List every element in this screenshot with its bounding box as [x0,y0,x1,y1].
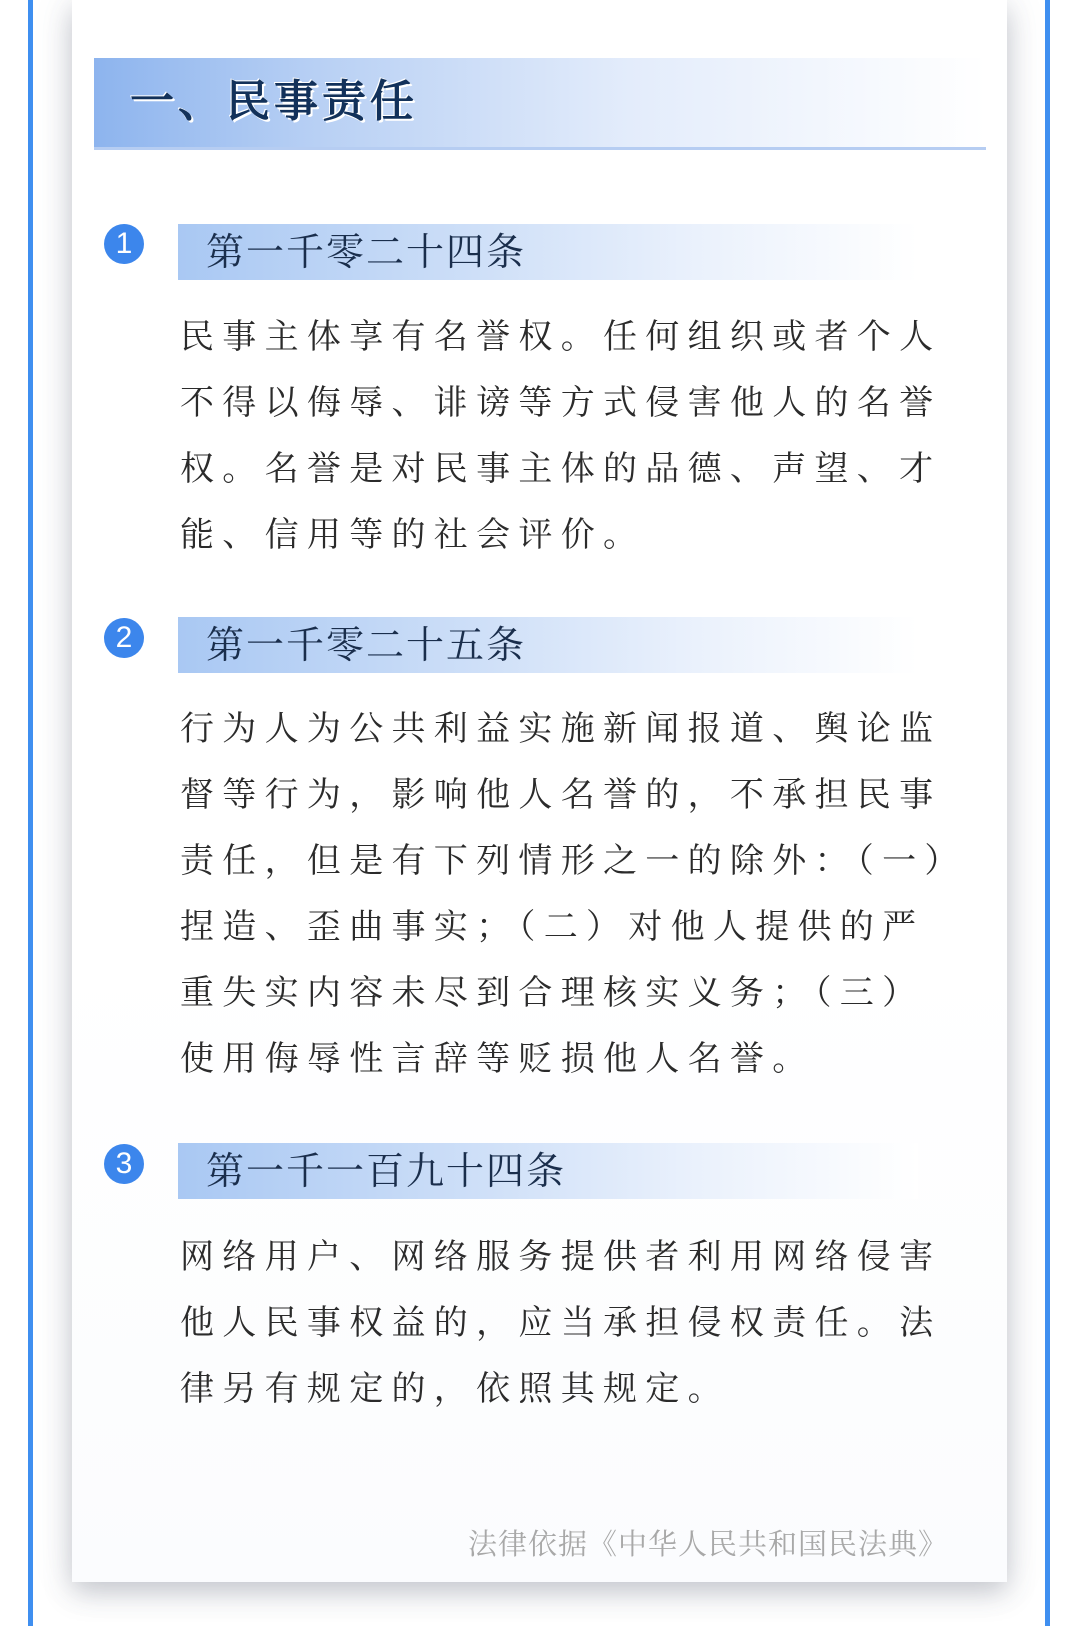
article-title: 第一千一百九十四条 [206,1149,567,1193]
frame-border-right [1045,0,1050,1626]
article-body: 行为人为公共利益实施新闻报道、舆论监督等行为，影响他人名誉的，不承担民事责任，但是有下列情形之一的除外：（一）捏造、歪曲事实；（二）对他人提供的严重失实内容未尽到合理核实义务；（三）使用侮辱性言辞等贬损他人名誉。 [180,709,950,1079]
article-body: 民事主体享有名誉权。任何组织或者个人不得以侮辱、诽谤等方式侵害他人的名誉权。名誉是对民事主体的品德、声望、才能、信用等的社会评价。 [180,317,942,555]
article-title: 第一千零二十四条 [206,230,527,274]
frame-border-left [28,0,33,1626]
article-number-badge: 1 [104,224,144,264]
article-heading-bar [178,1143,918,1199]
section-title: 一、民事责任 [130,76,418,127]
article-heading-bar [178,617,918,673]
legal-source-note: 法律依据《中华人民共和国民法典》 [468,1527,949,1561]
article-title: 第一千零二十五条 [206,623,527,667]
article-number-badge: 3 [104,1144,144,1184]
article-heading-bar [178,224,918,280]
article-number-badge: 2 [104,618,144,658]
section-header [94,58,986,150]
article-body: 网络用户、网络服务提供者利用网络侵害他人民事权益的，应当承担侵权责任。法律另有规定的，依照其规定。 [180,1237,942,1409]
